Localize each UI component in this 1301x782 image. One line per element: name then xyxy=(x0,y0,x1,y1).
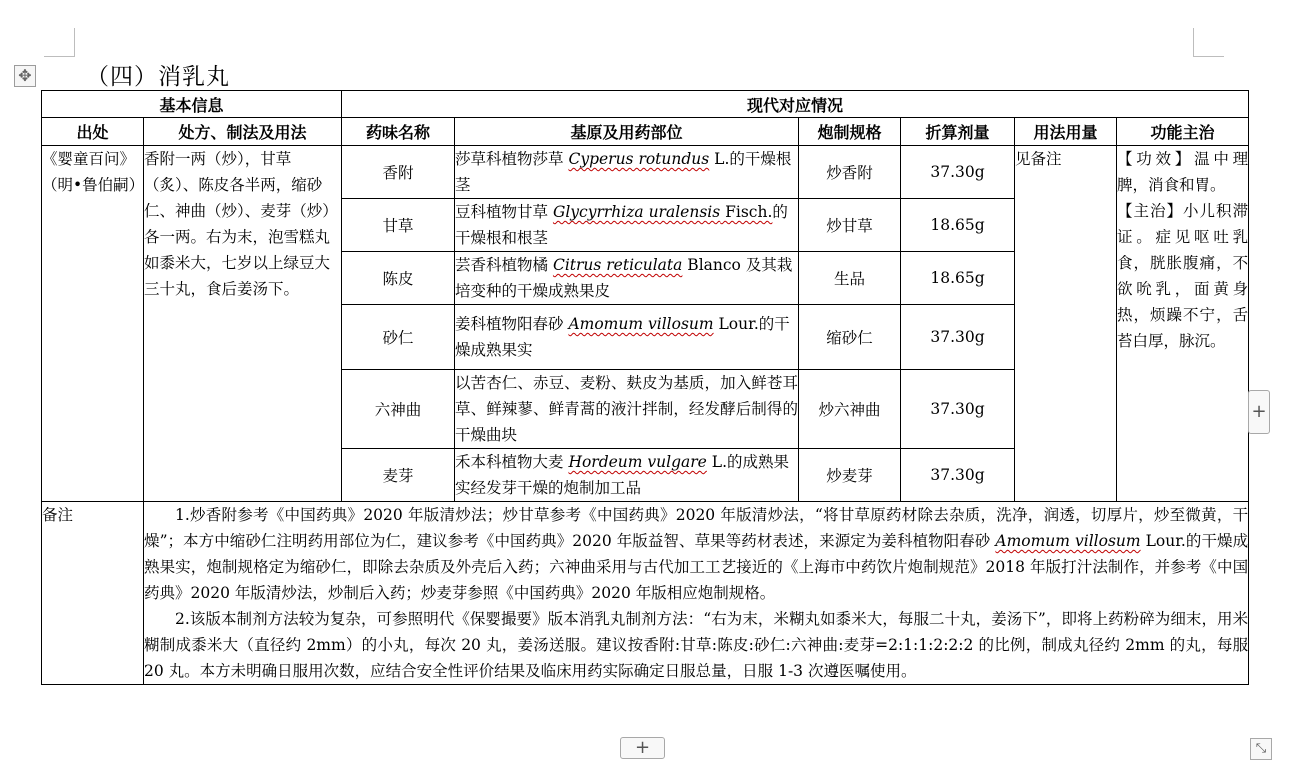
col-header-dose: 折算剂量 xyxy=(901,118,1015,146)
table-row xyxy=(42,146,1249,199)
table-move-handle-icon[interactable]: ✥ xyxy=(14,65,36,87)
remarks-content xyxy=(144,502,1249,685)
herb-name: 麦芽 xyxy=(342,449,455,502)
herb-processing: 炒甘草 xyxy=(799,199,901,252)
remarks-row xyxy=(42,502,1249,685)
crop-mark-top-right xyxy=(1193,28,1224,57)
herb-origin: 姜科植物阳春砂 Amomum villosum Lour.的干燥成熟果实 xyxy=(455,305,799,370)
herb-processing: 缩砂仁 xyxy=(799,305,901,370)
formula-table xyxy=(41,90,1249,685)
herb-processing: 炒六神曲 xyxy=(799,370,901,449)
col-header-source: 出处 xyxy=(42,118,144,146)
herb-dose: 37.30g xyxy=(901,146,1015,199)
section-title: （四）消乳丸 xyxy=(86,64,230,90)
herb-dose: 18.65g xyxy=(901,252,1015,305)
header-basic-info: 基本信息 xyxy=(42,91,342,118)
col-header-usage: 用法用量 xyxy=(1015,118,1117,146)
crop-mark-top-left xyxy=(44,28,75,57)
add-column-button[interactable]: + xyxy=(620,737,665,759)
herb-origin: 莎草科植物莎草 Cyperus rotundus L.的干燥根茎 xyxy=(455,146,799,199)
recipe-cell: 香附一两（炒），甘草（炙）、陈皮各半两，缩砂仁、神曲（炒）、麦芽（炒）各一两。右为末，泡雪糕丸如黍米大，七岁以上绿豆大三十丸，食后姜汤下。 xyxy=(144,146,342,502)
herb-dose: 18.65g xyxy=(901,199,1015,252)
usage-cell: 见备注 xyxy=(1015,146,1117,502)
herb-origin: 芸香科植物橘 Citrus reticulata Blanco 及其栽培变种的干燥成熟果皮 xyxy=(455,252,799,305)
source-cell: 《婴童百问》（明•鲁伯嗣） xyxy=(42,146,144,502)
herb-name: 香附 xyxy=(342,146,455,199)
col-header-origin: 基原及用药部位 xyxy=(455,118,799,146)
herb-origin: 以苦杏仁、赤豆、麦粉、麸皮为基质，加入鲜苍耳草、鲜辣蓼、鲜青蒿的液汁拌制，经发酵后制得的干燥曲块 xyxy=(455,370,799,449)
herb-origin: 豆科植物甘草 Glycyrrhiza uralensis Fisch.的干燥根和根茎 xyxy=(455,199,799,252)
col-header-herb-name: 药味名称 xyxy=(342,118,455,146)
herb-processing: 炒麦芽 xyxy=(799,449,901,502)
add-row-button[interactable]: + xyxy=(1248,390,1270,434)
herb-processing: 炒香附 xyxy=(799,146,901,199)
table-resize-handle-icon[interactable]: ⤡ xyxy=(1250,738,1272,760)
herb-dose: 37.30g xyxy=(901,370,1015,449)
herb-name: 甘草 xyxy=(342,199,455,252)
herb-name: 砂仁 xyxy=(342,305,455,370)
function-cell: 【功效】温中理脾，消食和胃。 【主治】小儿积滞证。症见呕吐乳食，胱胀腹痛，不欲吮乳，面黄身热，烦躁不宁，舌苔白厚，脉沉。 xyxy=(1117,146,1249,502)
herb-processing: 生品 xyxy=(799,252,901,305)
remarks-paragraph-1: 1.炒香附参考《中国药典》2020 年版清炒法；炒甘草参考《中国药典》2020 年版清炒法，“将甘草原药材除去杂质，洗净，润透，切厚片，炒至微黄，干燥”；本方中缩砂仁注明药用部位为仁，建议参考《中国药典》2020 年版益智、草果等药材表述，来源定为姜科植物阳春砂 Amomum villosum Lour.的干燥成熟果实，炮制规格定为缩砂仁，即除去杂质及外壳后入药；六神曲采用与古代加工工艺接近的《上海市中药饮片炮制规范》2018 年版打汁法制作，并参考《中国药典》2020 年版清炒法，炒制后入药；炒麦芽参照《中国药典》2020 年版相应炮制规格。 xyxy=(144,506,1249,602)
remarks-paragraph-2: 2.该版本制剂方法较为复杂，可参照明代《保婴撮要》版本消乳丸制剂方法：“右为末，米糊丸如黍米大，每服二十丸，姜汤下”，即将上药粉碎为细末，用米糊制成黍米大（直径约 2mm）的小丸，每次 20 丸，姜汤送服。建议按香附:甘草:陈皮:砂仁:六神曲:麦芽=2:1:1:2:2:2 的比例，制成丸径约 2mm 的丸，每服 20 丸。本方未明确日服用次数，应结合安全性评价结果及临床用药实际确定日服总量，日服 1-3 次遵医嘱使用。 xyxy=(144,610,1249,680)
herb-dose: 37.30g xyxy=(901,449,1015,502)
col-header-recipe: 处方、制法及用法 xyxy=(144,118,342,146)
col-header-function: 功能主治 xyxy=(1117,118,1249,146)
remarks-label: 备注 xyxy=(42,502,144,685)
col-header-processing: 炮制规格 xyxy=(799,118,901,146)
herb-name: 六神曲 xyxy=(342,370,455,449)
herb-origin: 禾本科植物大麦 Hordeum vulgare L.的成熟果实经发芽干燥的炮制加工品 xyxy=(455,449,799,502)
herb-name: 陈皮 xyxy=(342,252,455,305)
header-modern-correspondence: 现代对应情况 xyxy=(342,91,1249,118)
herb-dose: 37.30g xyxy=(901,305,1015,370)
